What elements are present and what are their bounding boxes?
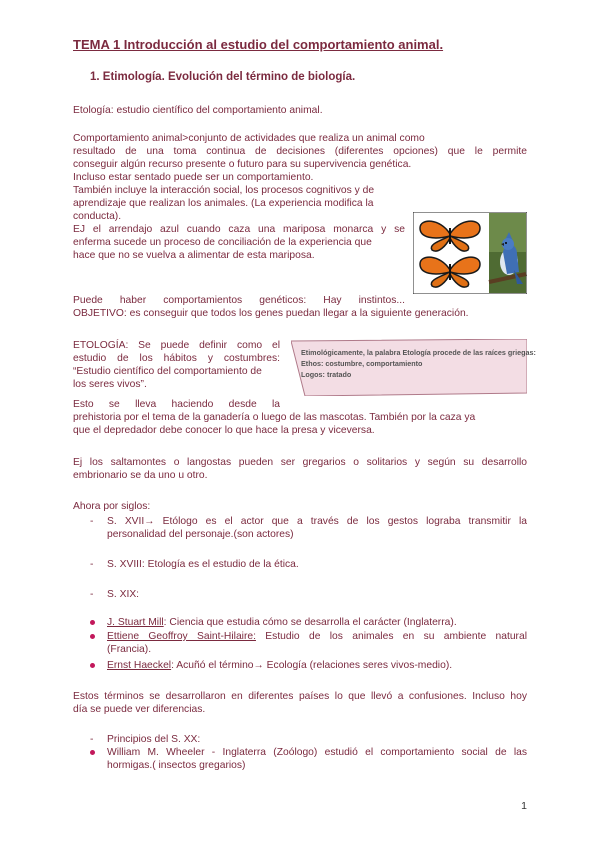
author-name: Ettiene Geoffroy Saint-Hilaire: bbox=[107, 631, 256, 642]
text-line: Incluso estar sentado puede ser un comportamiento. bbox=[73, 172, 314, 183]
etymology-callout bbox=[291, 339, 536, 396]
text-line: conducta). bbox=[73, 211, 122, 222]
author-description: : Acuñó el término→ Ecología (relaciones seres vivos-medio). bbox=[171, 660, 453, 671]
dash-bullet: - bbox=[90, 559, 94, 570]
text-line: prehistoria por el tema de la ganadería o luego de las mascotas. También por la caza ya bbox=[73, 412, 476, 423]
text-line: aprendizaje que realizan los animales. (La experiencia modifica la bbox=[73, 198, 374, 209]
butterfly-and-bluejay-image bbox=[413, 212, 527, 294]
list-item: S. XIX: bbox=[107, 589, 140, 600]
callout-line: Logos: tratado bbox=[301, 370, 352, 379]
list-item: William M. Wheeler - Inglaterra (Zoólogo) estudió el comportamiento social de las bbox=[107, 747, 527, 758]
text-line: ETOLOGÍA: Se puede definir como el bbox=[73, 340, 280, 351]
text-line: EJ el arrendajo azul cuando caza una mariposa monarca y se bbox=[73, 224, 405, 235]
text-line: los seres vivos”. bbox=[73, 379, 147, 390]
text-line: estudio de los hábitos y costumbres: bbox=[73, 353, 280, 364]
page-number: 1 bbox=[521, 800, 527, 812]
list-item: S. XVII→ Etólogo es el actor que a través de los gestos lograba transmitir la bbox=[107, 516, 527, 527]
author-name: J. Stuart Mill bbox=[107, 617, 164, 628]
author-name: Ernst Haeckel bbox=[107, 660, 172, 671]
text-line: que el depredador debe conocer lo que hace la presa y viceversa. bbox=[73, 425, 375, 436]
text-line: hace que no se vuelva a alimentar de esta mariposa. bbox=[73, 250, 315, 261]
list-item: hormigas.( insectos gregarios) bbox=[107, 760, 246, 771]
bullet-icon bbox=[90, 634, 95, 639]
bullet-icon bbox=[90, 620, 95, 625]
text-line: conseguir algún recurso presente o futuro para su supervivencia genética. bbox=[73, 159, 412, 170]
text-line: embrionario se da uno u otro. bbox=[73, 470, 208, 481]
list-item: S. XVIII: Etología es el estudio de la ética. bbox=[107, 559, 299, 570]
text-line: resultado de una toma continua de decisiones (diferentes opciones) que le permite bbox=[73, 146, 527, 157]
author-description: : Ciencia que estudia cómo se desarrolla el carácter (Inglaterra). bbox=[163, 617, 457, 628]
text-line: enferma sucede un proceso de conciliación de la experiencia que bbox=[73, 237, 372, 248]
section-heading: 1. Etimología. Evolución del término de biología. bbox=[90, 71, 356, 83]
list-item-geoffroy bbox=[107, 630, 527, 643]
bullet-icon bbox=[90, 750, 95, 755]
text-line: Esto se lleva haciendo desde la bbox=[73, 399, 280, 410]
text-line: Ahora por siglos: bbox=[73, 501, 151, 512]
list-item-mill bbox=[107, 616, 457, 629]
dash-bullet: - bbox=[90, 589, 94, 600]
text-line: OBJETIVO: es conseguir que todos los genes puedan llegar a la siguiente generación. bbox=[73, 308, 469, 319]
author-description: Estudio de los animales en su ambiente natural bbox=[255, 631, 527, 642]
dash-bullet: - bbox=[90, 516, 94, 527]
list-item: (Francia). bbox=[107, 644, 152, 655]
etologia-definition: Etología: estudio científico del comportamiento animal. bbox=[73, 105, 323, 116]
bullet-icon bbox=[90, 663, 95, 668]
text-line: día se puede ver diferencias. bbox=[73, 704, 206, 715]
text-line: Estos términos se desarrollaron en diferentes países lo que llevó a confusiones. Incluso hoy bbox=[73, 691, 527, 702]
text-line: “Estudio científico del comportamiento de bbox=[73, 366, 262, 377]
text-line: Puede haber comportamientos genéticos: Hay instintos... bbox=[73, 295, 405, 306]
callout-line: Ethos: costumbre, comportamiento bbox=[301, 359, 423, 368]
text-line: Comportamiento animal>conjunto de actividades que realiza un animal como bbox=[73, 133, 425, 144]
text-line: También incluye la interacción social, los procesos cognitivos y de bbox=[73, 185, 375, 196]
list-item: personalidad del personaje.(son actores) bbox=[107, 529, 294, 540]
list-item: Principios del S. XX: bbox=[107, 734, 201, 745]
text-line: Ej los saltamontes o langostas pueden ser gregarios o solitarios y según su desarrollo bbox=[73, 457, 527, 468]
list-item-haeckel bbox=[107, 659, 452, 672]
document-title: TEMA 1 Introducción al estudio del comportamiento animal. bbox=[73, 37, 444, 52]
callout-line: Etimológicamente, la palabra Etología procede de las raíces griegas: bbox=[301, 348, 536, 357]
dash-bullet: - bbox=[90, 734, 94, 745]
